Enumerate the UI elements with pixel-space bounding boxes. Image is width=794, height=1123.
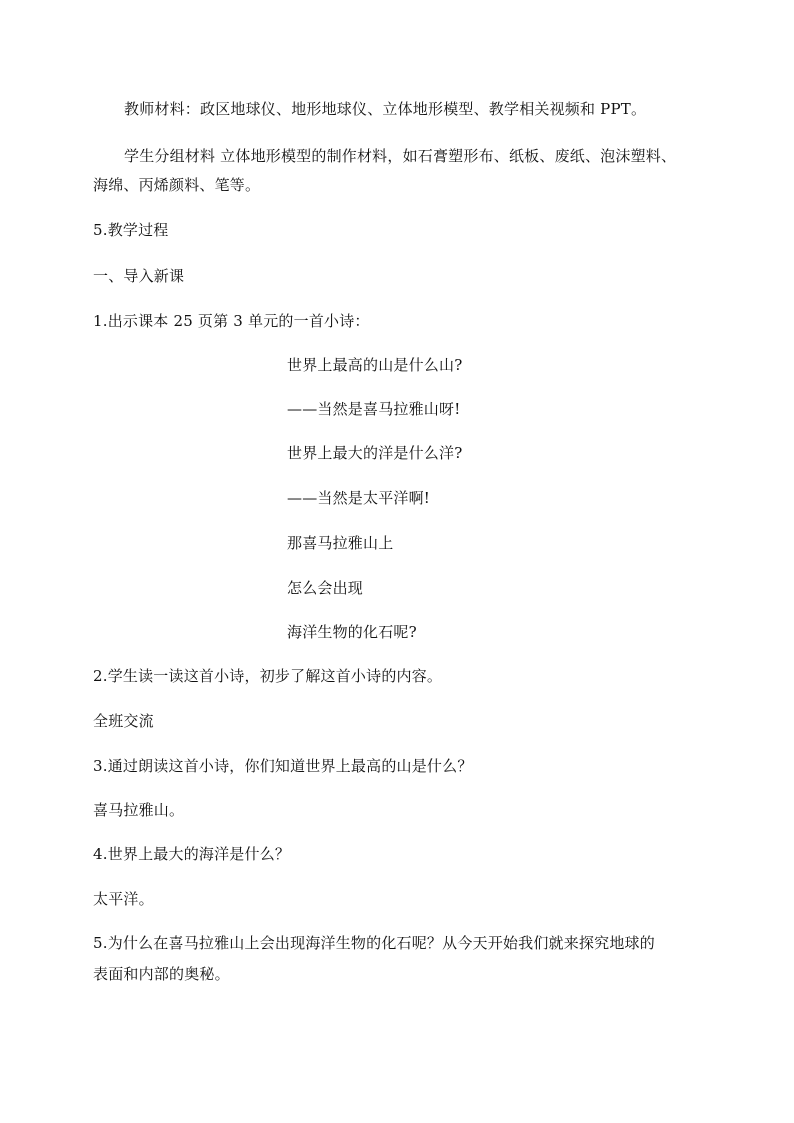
step-3-text: 3.通过朗读这首小诗，你们知道世界上最高的山是什么？: [93, 757, 473, 775]
poem-line-7: 海洋生物的化石呢?: [287, 623, 417, 641]
poem-line-6: 怎么会出现: [287, 579, 364, 597]
poem-line-1: 世界上最高的山是什么山?: [287, 356, 463, 374]
poem-line-4: ——当然是太平洋啊!: [287, 489, 431, 507]
step-5-text-line-1: 5.为什么在喜马拉雅山上会出现海洋生物的化石呢？从今天开始我们就来探究地球的: [93, 934, 655, 952]
answer-4-text: 太平洋。: [93, 890, 154, 908]
step-5-text-line-2: 表面和内部的奥秘。: [93, 965, 230, 983]
poem-line-2: ——当然是喜马拉雅山呀!: [287, 400, 461, 418]
subsection-heading-introduction: 一、导入新课: [93, 267, 185, 285]
student-materials-text-line-1: 学生分组材料 立体地形模型的制作材料，如石膏塑形布、纸板、废纸、泡沫塑料、: [124, 147, 677, 165]
class-exchange-text: 全班交流: [93, 712, 154, 730]
student-materials-text-line-2: 海绵、丙烯颜料、笔等。: [93, 176, 261, 194]
answer-3-text: 喜马拉雅山。: [93, 801, 185, 819]
poem-line-3: 世界上最大的洋是什么洋?: [287, 444, 463, 462]
step-4-text: 4.世界上最大的海洋是什么？: [93, 845, 291, 863]
section-heading-teaching-process: 5.教学过程: [93, 221, 169, 239]
step-2-text: 2.学生读一读这首小诗，初步了解这首小诗的内容。: [93, 667, 443, 685]
teacher-materials-text: 教师材料：政区地球仪、地形地球仪、立体地形模型、教学相关视频和 PPT。: [124, 100, 647, 118]
poem-line-5: 那喜马拉雅山上: [287, 534, 394, 552]
step-1-text: 1.出示课本 25 页第 3 单元的一首小诗：: [93, 312, 370, 330]
